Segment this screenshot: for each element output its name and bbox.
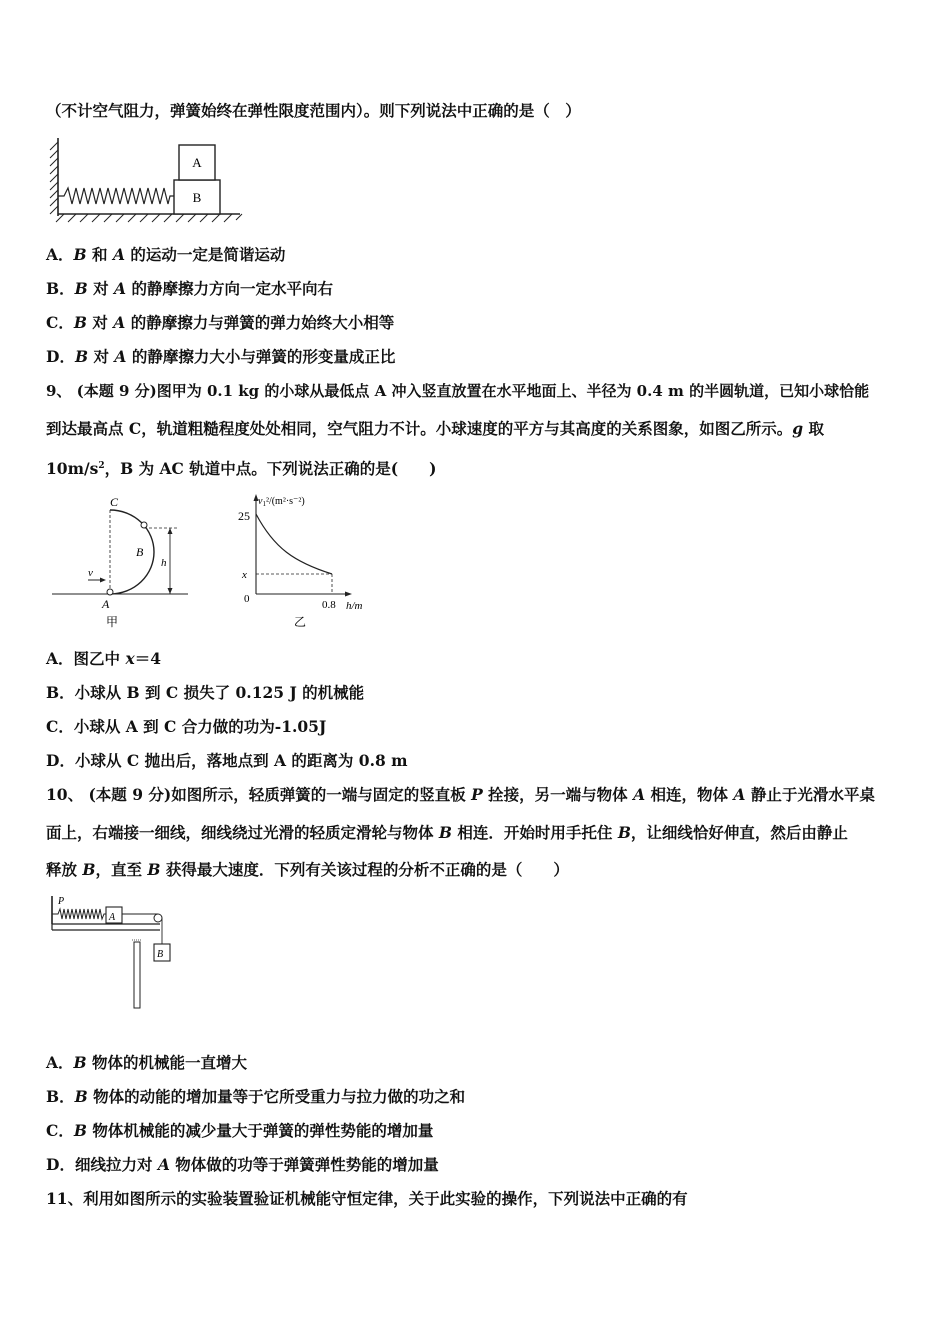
- semicircle-track: [110, 510, 154, 594]
- svg-text:v1²/(m²·s⁻²): $v_1^2/(m^2\cdot s^{-2})$: [258, 496, 305, 508]
- q8-spring-block-figure: [44, 136, 244, 226]
- v2-h-curve: [256, 514, 332, 574]
- q8-option-b: B．B 对 A 的静摩擦力方向一定水平向右: [46, 279, 333, 298]
- svg-text:C: C: [110, 495, 119, 509]
- q10-pulley-figure: [48, 892, 188, 1014]
- q8-option-d: D．B 对 A 的静摩擦力大小与弹簧的形变量成正比: [46, 347, 396, 366]
- q8-option-c: C．B 对 A 的静摩擦力与弹簧的弹力始终大小相等: [46, 313, 395, 332]
- q9-option-c: C．小球从 A 到 C 合力做的功为-1.05J: [46, 717, 327, 736]
- q10-stem-line2: 面上，右端接一细线，细线绕过光滑的轻质定滑轮与物体 B 相连．开始时用手托住 B，让细线恰好伸直，然后由静止: [46, 823, 848, 842]
- q9-stem-line1: 9、 (本题 9 分)图甲为 0.1 kg 的小球从最低点 A 冲入竖直放置在水平地面上、半径为 0.4 m 的半圆轨道，已知小球恰能: [46, 382, 870, 400]
- svg-text:甲: 甲: [106, 615, 119, 629]
- svg-text:h: h: [161, 557, 167, 569]
- q10-option-d: D．细线拉力对 A 物体做的功等于弹簧弹性势能的增加量: [46, 1155, 439, 1174]
- ball-bottom: [107, 589, 113, 595]
- svg-text:25: 25: [238, 509, 250, 523]
- q10-option-a: A．B 物体的机械能一直增大: [46, 1053, 248, 1072]
- q10-option-c: C．B 物体机械能的减少量大于弹簧的弹性势能的增加量: [46, 1121, 434, 1140]
- q10-stem-line1: 10、 (本题 9 分)如图所示，轻质弹簧的一端与固定的竖直板 P 拴接，另一端与物体 A 相连，物体 A 静止于光滑水平桌: [46, 785, 875, 804]
- svg-text:x: x: [242, 569, 247, 581]
- svg-text:0.8: 0.8: [322, 599, 336, 611]
- q8-stem-tail: （不计空气阻力，弹簧始终在弹性限度范围内）。则下列说法中正确的是（ ）: [46, 101, 581, 120]
- q9-figure-yi: [228, 490, 378, 632]
- spring: [58, 188, 174, 204]
- svg-text:B: B: [157, 949, 164, 960]
- svg-text:B: B: [192, 190, 202, 205]
- q10-stem-line3: 释放 B，直至 B 获得最大速度．下列有关该过程的分析不正确的是（ ）: [46, 860, 569, 879]
- spring: [52, 909, 106, 919]
- q10-option-b: B．B 物体的动能的增加量等于它所受重力与拉力做的功之和: [46, 1087, 466, 1106]
- svg-text:乙: 乙: [294, 615, 307, 629]
- svg-text:v: v: [88, 567, 93, 579]
- q9-stem-line2: 到达最高点 C，轨道粗糙程度处处相同，空气阻力不计。小球速度的平方与其高度的关系图象，如图乙所示。g 取: [46, 419, 824, 438]
- q9-option-a: A．图乙中 x＝4: [46, 649, 161, 668]
- svg-text:P: P: [58, 896, 65, 907]
- ball-top: [141, 522, 147, 528]
- q9-figure-jia: [48, 492, 198, 632]
- q8-option-a: A．B 和 A 的运动一定是简谐运动: [46, 245, 286, 264]
- svg-text:A: A: [192, 155, 202, 170]
- svg-text:0: 0: [244, 593, 250, 605]
- q9-option-b: B．小球从 B 到 C 损失了 0.125 J 的机械能: [46, 683, 365, 702]
- q11-stem-line1: 11、利用如图所示的实验装置验证机械能守恒定律，关于此实验的操作，下列说法中正确的有: [46, 1189, 688, 1208]
- q9-option-d: D．小球从 C 抛出后，落地点到 A 的距离为 0.8 m: [46, 751, 408, 770]
- svg-text:A: A: [109, 912, 116, 923]
- svg-text:B: B: [136, 545, 144, 559]
- pulley: [154, 914, 162, 922]
- table-leg: [134, 942, 140, 1008]
- svg-text:A: A: [102, 597, 110, 611]
- svg-text:h/m: h/m: [346, 600, 363, 612]
- q9-stem-line3: $10m/s^2$，B 为 AC 轨道中点。下列说法正确的是( ): [46, 459, 437, 479]
